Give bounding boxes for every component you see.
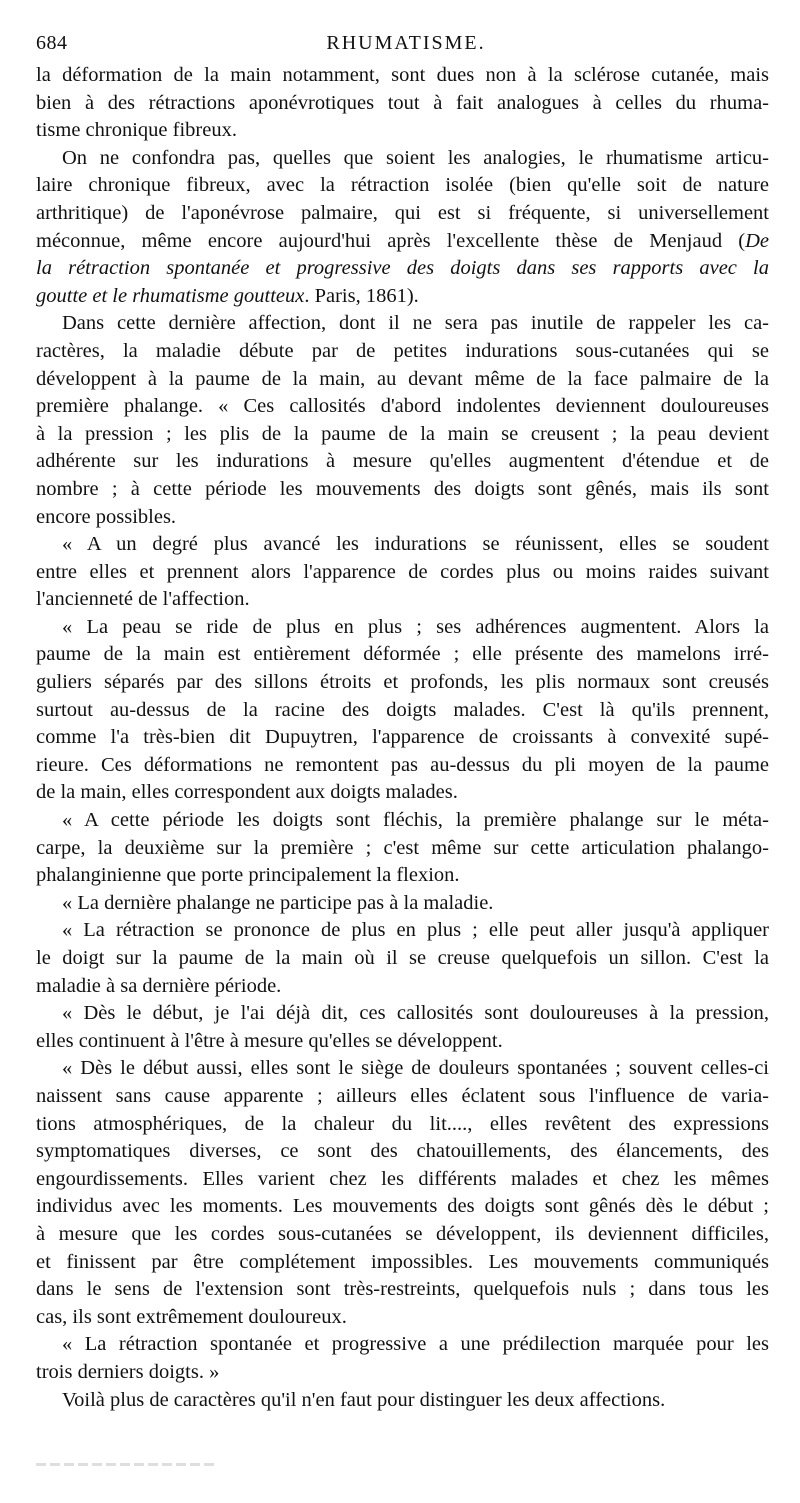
text-line: ractères, la maladie débute par de petites indurations sous-cutanées qui se [36, 339, 769, 362]
text-line: « A cette période les doigts sont fléchis, la première phalange sur le méta- [62, 809, 769, 832]
text-line: à la pression ; les plis de la paume de la main se creusent ; la peau devient [36, 422, 769, 445]
text-line: « A un degré plus avancé les indurations se réunissent, elles se soudent [62, 533, 769, 556]
text-line: « La rétraction se prononce de plus en plus ; elle peut aller jusqu'à appliquer [62, 919, 769, 942]
text-line: adhérente sur les indurations à mesure qu'elles augmentent d'étendue et de [36, 450, 769, 473]
text-line: « La dernière phalange ne participe pas à la maladie. [62, 891, 494, 914]
text-line: à mesure que les cordes sous-cutanées se développent, ils deviennent difficiles, [36, 1222, 769, 1245]
text-line: maladie à sa dernière période. [36, 974, 282, 997]
text-line: la déformation de la main notamment, sont dues non à la sclérose cutanée, mais [36, 64, 769, 86]
running-title: RHUMATISME. [326, 32, 486, 54]
paragraph [36, 890, 769, 918]
page-number: 684 [36, 32, 68, 54]
text-line: « La peau se ride de plus en plus ; ses adhérences augmentent. Alors la [62, 615, 769, 638]
paragraph [36, 310, 769, 531]
text-line: de la main, elles correspondent aux doigts malades. [36, 781, 458, 804]
text-line: le doigt sur la paume de la main où il se creuse quelquefois un sillon. C'est la [36, 947, 769, 969]
text-line: dans le sens de l'extension sont très-restreints, quelquefois nuls ; dans tous les [36, 1278, 769, 1301]
text-line: engourdissements. Elles varient chez les différents malades et chez les mêmes [36, 1167, 769, 1190]
paragraph [36, 1000, 769, 1055]
paragraph [36, 1331, 769, 1386]
text-line: encore possibles. [36, 505, 177, 528]
paragraph [36, 614, 769, 807]
text-line: symptomatiques diverses, ce sont des chatouillements, des élancements, des [36, 1140, 769, 1163]
text-line: arthritique) de l'aponévrose palmaire, qui est si fréquente, si universellement [36, 201, 769, 224]
text-line: elles continuent à l'être à mesure qu'elles se développent. [36, 1029, 503, 1052]
paragraph [36, 807, 769, 890]
text-line: développent à la paume de la main, au devant même de la face palmaire de la [36, 367, 769, 390]
text-line: On ne confondra pas, quelles que soient les analogies, le rhumatisme articu- [62, 146, 769, 169]
text-line: goutte et le rhumatisme goutteux. Paris, 1861). [36, 284, 419, 307]
text-line: laire chronique fibreux, avec la rétraction isolée (bien qu'elle soit de nature [36, 174, 769, 197]
text-line: comme l'a très-bien dit Dupuytren, l'apparence de croissants à convexité supé- [36, 726, 769, 749]
text-line: « Dès le début, je l'ai déjà dit, ces callosités sont douloureuses à la pression, [62, 1002, 769, 1025]
text-line: l'ancienneté de l'affection. [36, 588, 250, 611]
text-line: naissent sans cause apparente ; ailleurs elles éclatent sous l'influence de varia- [36, 1084, 769, 1107]
text-line: rieure. Ces déformations ne remontent pas au-dessus du pli moyen de la paume [36, 753, 769, 776]
text-line: entre elles et prennent alors l'apparence de cordes plus ou moins raides suivant [36, 560, 769, 583]
text-line: paume de la main est entièrement déformée ; elle présente des mamelons irré- [36, 643, 769, 666]
body-text [36, 62, 769, 1414]
paragraph [36, 1387, 769, 1415]
text-line: tisme chronique fibreux. [36, 119, 237, 142]
paragraph [36, 145, 769, 311]
text-line: tions atmosphériques, de la chaleur du lit...., elles revêtent des expressions [36, 1112, 769, 1135]
text-line: méconnue, même encore aujourd'hui après l'excellente thèse de Menjaud (De [36, 229, 769, 252]
text-line: carpe, la deuxième sur la première ; c'est même sur cette articulation phalango- [36, 836, 769, 859]
text-line: première phalange. « Ces callosités d'abord indolentes deviennent douloureuses [36, 395, 769, 418]
paragraph [36, 531, 769, 614]
paragraph [36, 1055, 769, 1331]
text-line: et finissent par être complétement impossibles. Les mouvements communiqués [36, 1250, 769, 1273]
text-line: « La rétraction spontanée et progressive a une prédilection marquée pour les [62, 1333, 769, 1356]
text-line: nombre ; à cette période les mouvements des doigts sont gênés, mais ils sont [36, 477, 769, 500]
paragraph [36, 917, 769, 1000]
paragraph [36, 62, 769, 145]
text-line: surtout au-dessus de la racine des doigts malades. C'est là qu'ils prennent, [36, 698, 769, 721]
text-line: phalanginienne que porte principalement la flexion. [36, 864, 460, 887]
text-line: la rétraction spontanée et progressive des doigts dans ses rapports avec la [36, 257, 769, 280]
print-smudge [36, 1463, 216, 1466]
text-line: bien à des rétractions aponévrotiques tout à fait analogues à celles du rhuma- [36, 91, 769, 114]
text-line: guliers séparés par des sillons étroits et profonds, les plis normaux sont creusés [36, 671, 769, 694]
text-line: individus avec les moments. Les mouvements des doigts sont gênés dès le début ; [36, 1195, 769, 1218]
text-line: Voilà plus de caractères qu'il n'en faut pour distinguer les deux affections. [62, 1388, 666, 1411]
text-line: Dans cette dernière affection, dont il ne sera pas inutile de rappeler les ca- [62, 312, 769, 335]
text-line: cas, ils sont extrêmement douloureux. [36, 1305, 347, 1328]
text-line: trois derniers doigts. » [36, 1360, 220, 1383]
text-line: « Dès le début aussi, elles sont le siège de douleurs spontanées ; souvent celles-ci [62, 1057, 769, 1080]
page-header [36, 30, 776, 58]
